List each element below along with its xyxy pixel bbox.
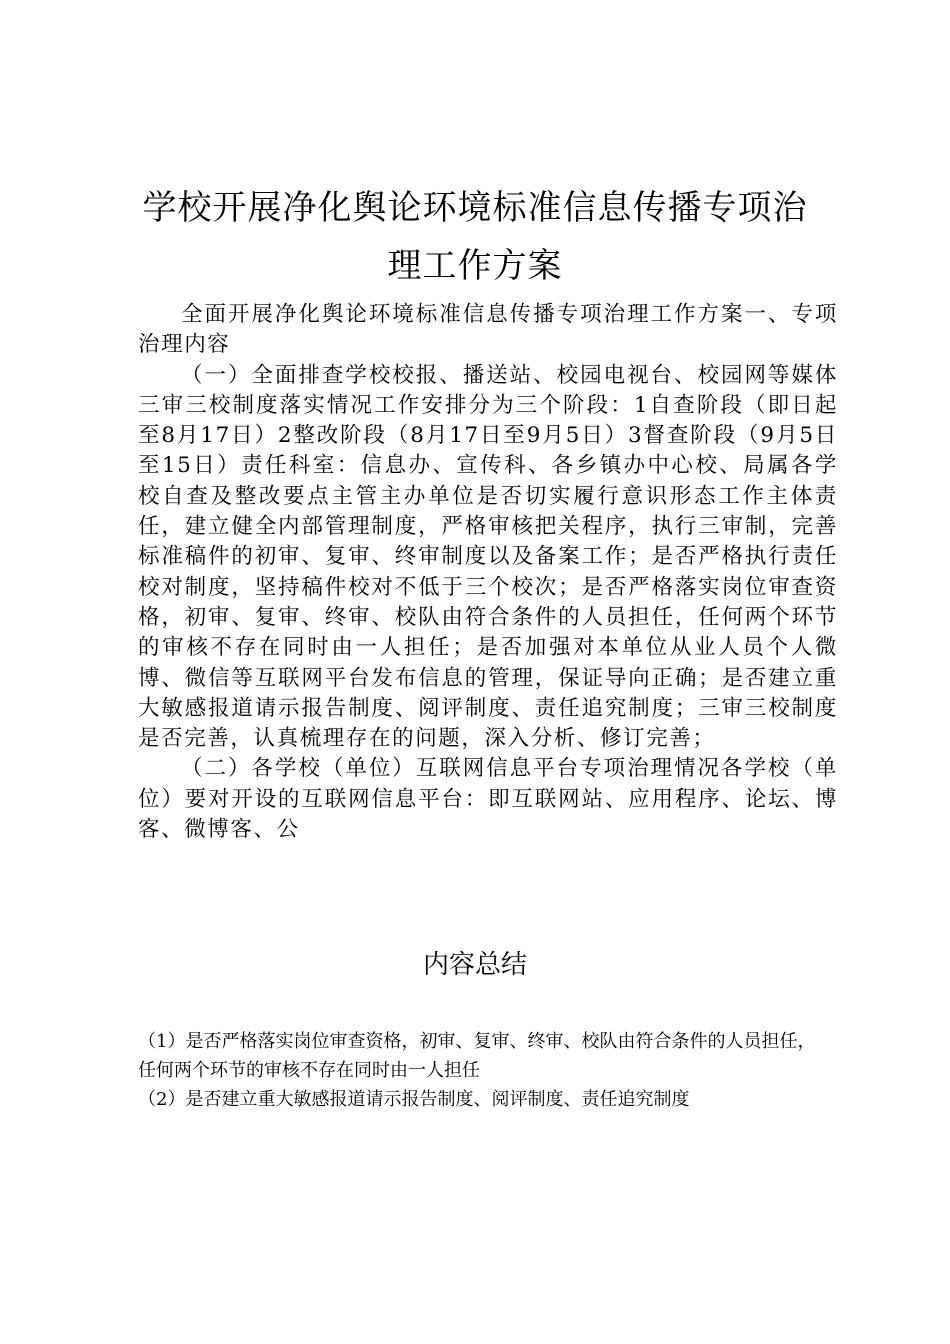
body-paragraph-intro: 全面开展净化舆论环境标准信息传播专项治理工作方案一、专项治理内容 bbox=[138, 302, 838, 358]
summary-item-2: （2）是否建立重大敏感报道请示报告制度、阅评制度、责任追究制度 bbox=[138, 1089, 690, 1110]
body-paragraph-section-1: （一）全面排查学校校报、播送站、校园电视台、校园网等媒体三审三校制度落实情况工作安排分为三个阶段：1自查阶段（即日起至8月17日）2整改阶段（8月17日至9月5日）3督查阶段（9月5日至15日）责任科室：信息办、宣传科、各乡镇办中心校、局属各学校自查及整改要点主管主办单位是否切实履行意识形态工作主体责任，建立健全内部管理制度，严格审核把关程序，执行三审制，完善标准稿件的初审、复审、终审制度以及备案工作；是否严格执行责任校对制度，坚持稿件校对不低于三个校次；是否严格落实岗位审查资格，初审、复审、终审、校队由符合条件的人员担任，任何两个环节的审核不存在同时由一人担任；是否加强对本单位从业人员个人微博、微信等互联网平台发布信息的管理，保证导向正确；是否建立重大敏感报道请示报告制度、阅评制度、责任追究制度；三审三校制度是否完善，认真梳理存在的问题，深入分析、修订完善； bbox=[138, 362, 838, 752]
body-paragraph-section-2: （二）各学校（单位）互联网信息平台专项治理情况各学校（单位）要对开设的互联网信息平台：即互联网站、应用程序、论坛、博客、微博客、公 bbox=[138, 756, 838, 843]
summary-heading: 内容总结 bbox=[422, 950, 527, 980]
summary-item-1: （1）是否严格落实岗位审查资格，初审、复审、终审、校队由符合条件的人员担任，任何两个环节的审核不存在同时由一人担任 bbox=[138, 1031, 816, 1081]
summary-list bbox=[138, 1027, 818, 1114]
document-title-line-2: 理工作方案 bbox=[387, 246, 563, 286]
document-title-line-1: 学校开展净化舆论环境标准信息传播专项治 bbox=[142, 188, 808, 228]
document-body bbox=[138, 300, 838, 845]
